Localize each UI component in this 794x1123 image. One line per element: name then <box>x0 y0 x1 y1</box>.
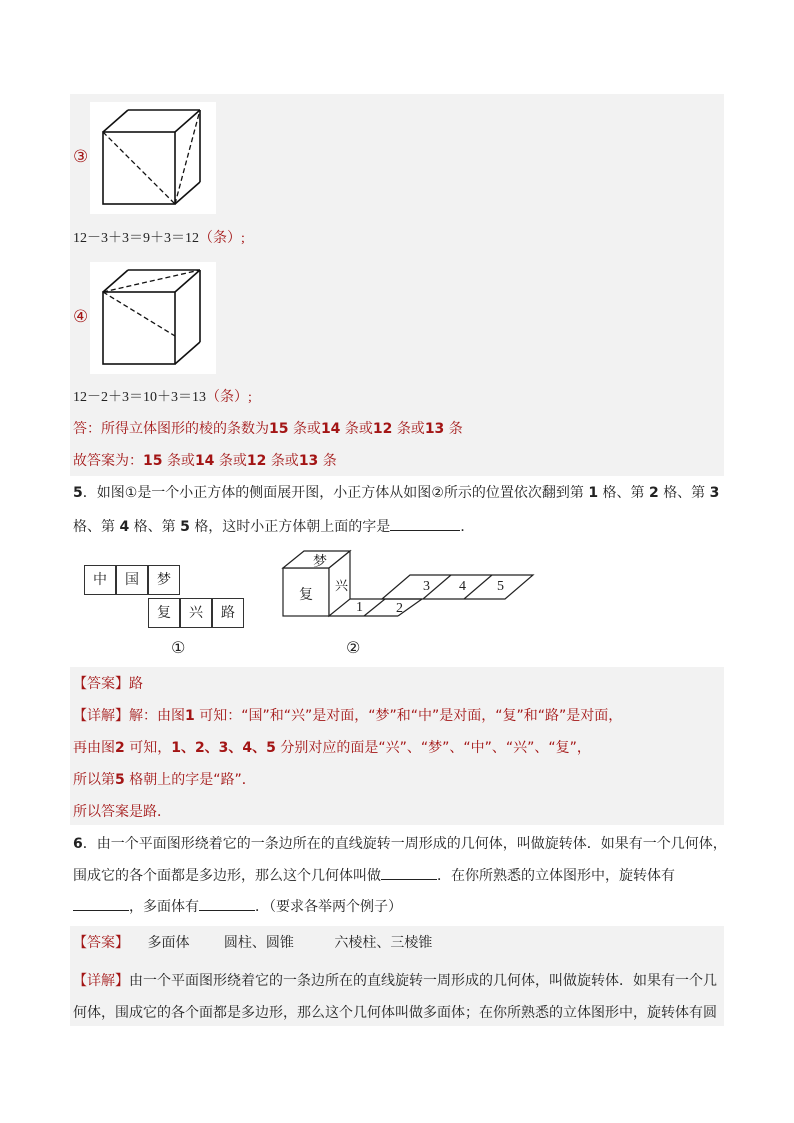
q6-detail-tag: 【详解】 <box>73 973 129 989</box>
net-cell-2: 国 <box>116 565 148 595</box>
answer-n4: 13 <box>424 421 445 437</box>
q6-line1-text: ．由一个平面图形绕着它的一条边所在的直线旋转一周形成的几何体，叫做旋转体．如果有一个几何体， <box>82 836 727 852</box>
q5-detail2-b: 可知， <box>129 740 172 756</box>
answer-t4: 条 <box>448 421 463 437</box>
net-cell-4: 复 <box>148 598 180 628</box>
strip-cell-1: 1 <box>356 600 363 615</box>
q5-circle-1: ① <box>124 485 138 501</box>
strip-cell-4: 4 <box>459 579 466 594</box>
figure-2-label: ② <box>346 638 361 657</box>
cube-figure-case-4 <box>90 262 216 374</box>
case-3-marker: ③ <box>73 147 89 167</box>
q6-detail1-text: 由一个平面图形绕着它的一条边所在的直线旋转一周形成的几何体，叫做旋转体．如果有一个几 <box>129 973 717 989</box>
q5-g1: 1 <box>588 485 599 501</box>
cube-top-face: 梦 <box>313 554 327 570</box>
final-t3: 条或 <box>270 453 299 469</box>
cube-front-face: 复 <box>299 587 313 603</box>
question-6-line3 <box>73 896 402 917</box>
q6-blank-3 <box>199 896 255 911</box>
q5-detail1-b: 可知：“国”和“兴”是对面，“梦”和“中”是对面，“复”和“路”是对面， <box>199 708 623 724</box>
final-n2: 14 <box>194 453 215 469</box>
q5-detail3-a: 所以第 <box>73 772 115 788</box>
strip-cell-5: 5 <box>497 579 504 594</box>
net-cell-3: 梦 <box>148 565 180 595</box>
q6-blank-1 <box>381 865 437 880</box>
q5-answer <box>73 674 143 694</box>
q5-detail-line2 <box>73 738 591 758</box>
cube-side-face: 兴 <box>335 579 349 594</box>
answer-t1: 条或 <box>292 421 321 437</box>
case-4-marker: ④ <box>73 307 89 327</box>
q5-t-ge2: 格、第 <box>663 485 706 501</box>
q6-blank-2 <box>73 896 129 911</box>
case-4-formula-expr: 12－2＋3＝10＋3＝13 <box>73 390 206 405</box>
q5-detail-tag: 【详解】 <box>73 708 129 724</box>
case-4-formula-unit: （条）; <box>206 390 252 405</box>
q6-detail-line2: 何体，围成它的各个面都是多边形，那么这个几何体叫做多面体；在你所熟悉的立体图形中，旋转体有圆 <box>73 1005 717 1021</box>
q6-answer <box>73 933 432 953</box>
case-3-formula-expr: 12－3＋3＝9＋3＝12 <box>73 231 199 246</box>
final-t1: 条或 <box>166 453 195 469</box>
strip-cell-2: 2 <box>396 601 403 616</box>
q5-line2-a: 格、第 <box>73 519 115 535</box>
q6-answer-2: 圆柱、圆锥 <box>223 935 294 951</box>
cube-figure-case-3 <box>90 102 216 214</box>
q5-detail2-n: 2 <box>115 740 125 756</box>
question-5-line1 <box>73 483 719 503</box>
q5-circle-2: ② <box>431 485 444 501</box>
q5-g5: 5 <box>180 519 190 535</box>
question-6-line1 <box>73 834 727 854</box>
case-3-formula-unit: （条）; <box>199 231 245 246</box>
answer-n1: 15 <box>269 421 289 437</box>
q6-answer-tag: 【答案】 <box>73 935 129 951</box>
q6-detail-line1 <box>73 971 717 991</box>
q6-line2-b: ．在你所熟悉的立体图形中，旋转体有 <box>437 868 675 884</box>
q6-line3-b: ．（要求各举两个例子） <box>255 899 402 915</box>
question-5-line2 <box>73 516 474 537</box>
q5-detail-line4: 所以答案是路． <box>73 804 171 820</box>
final-t4: 条 <box>322 453 337 469</box>
q5-detail3-n: 5 <box>115 772 125 788</box>
question-6-line2 <box>73 865 675 886</box>
q5-line1-a: ．如图 <box>82 485 125 501</box>
final-n1: 15 <box>143 453 163 469</box>
q5-line1-c: 所示的位置依次翻到第 <box>443 485 584 501</box>
answer-statement <box>73 419 463 439</box>
answer-prefix: 答：所得立体图形的棱的条数为 <box>73 421 269 437</box>
q6-line2-a: 围成它的各个面都是多边形，那么这个几何体叫做 <box>73 868 381 884</box>
q6-answer-3: 六棱柱、三棱锥 <box>334 935 433 951</box>
final-prefix: 故答案为： <box>73 453 143 469</box>
net-cell-6: 路 <box>212 598 244 628</box>
q5-detail1-a: 解：由图 <box>129 708 185 724</box>
answer-n2: 14 <box>320 421 341 437</box>
q5-answer-blank <box>390 516 460 531</box>
figure-1-label: ① <box>171 638 186 657</box>
net-cell-5: 兴 <box>180 598 212 628</box>
q5-line2-b: 格，这时小正方体朝上面的字是 <box>194 519 391 535</box>
final-n4: 13 <box>298 453 319 469</box>
q6-line3-a: ，多面体有 <box>129 899 199 915</box>
q6-answer-1: 多面体 <box>147 935 190 951</box>
case-3-formula <box>73 229 245 249</box>
q5-detail2-nums: 1、2、3、4、5 <box>171 740 276 756</box>
q5-g2: 2 <box>648 485 659 501</box>
q5-t-ge1: 格、第 <box>602 485 645 501</box>
answer-n3: 12 <box>372 421 393 437</box>
q5-t-ge4: 格、第 <box>133 519 176 535</box>
question-5-number: 5 <box>73 485 83 501</box>
question-6-number: 6 <box>73 836 83 852</box>
q5-line1-b: 是一个小正方体的侧面展开图，小正方体从如图 <box>137 485 432 501</box>
answer-t3: 条或 <box>396 421 425 437</box>
strip-cell-3: 3 <box>423 579 430 594</box>
net-cell-1: 中 <box>84 565 116 595</box>
q5-line2-end: ． <box>460 519 475 535</box>
q5-detail3-b: 格朝上的字是“路”． <box>129 772 256 788</box>
q5-g3: 3 <box>709 485 720 501</box>
q5-detail1-n: 1 <box>185 708 195 724</box>
answer-t2: 条或 <box>344 421 373 437</box>
q5-detail2-a: 再由图 <box>73 740 115 756</box>
q5-detail2-c: 分别对应的面是“兴”、“梦”、“中”、“兴”、“复”， <box>280 740 591 756</box>
q5-detail-line3 <box>73 770 256 790</box>
final-t2: 条或 <box>218 453 247 469</box>
q5-g4: 4 <box>119 519 130 535</box>
q5-answer-value: 路 <box>129 676 143 692</box>
case-4-formula <box>73 388 252 408</box>
final-answer <box>73 451 337 471</box>
q5-answer-tag: 【答案】 <box>73 676 129 692</box>
q5-detail-line1 <box>73 706 622 726</box>
final-n3: 12 <box>246 453 267 469</box>
